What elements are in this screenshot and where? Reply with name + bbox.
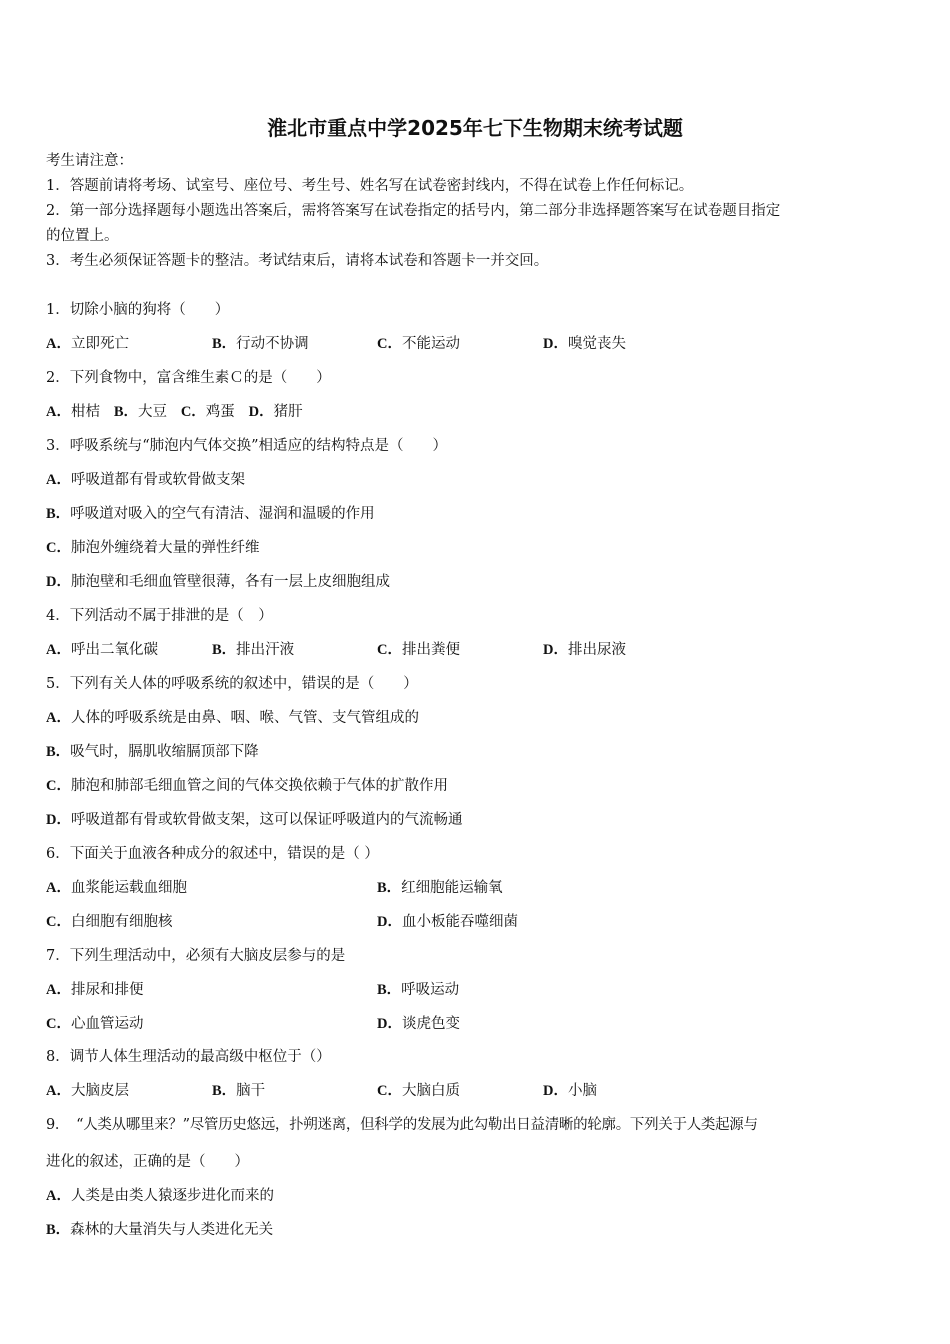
option-text: 排出汗液 (236, 642, 295, 658)
option-text: 不能运动 (401, 336, 460, 352)
option-text: 血小板能吞噬细菌 (401, 914, 518, 930)
question-3-stem: 3．呼吸系统与“肺泡内气体交换”相适应的结构特点是（ ） (46, 438, 448, 454)
option-label: D． (377, 914, 402, 930)
option-label: B． (113, 404, 138, 420)
question-5-option-c (46, 776, 448, 796)
option-label: B． (212, 336, 237, 352)
option-label: B． (377, 982, 402, 998)
option-label: B． (377, 880, 402, 896)
question-9-stem-cont: 进化的叙述，正确的是（ ） (46, 1154, 249, 1170)
option-label: B． (46, 506, 71, 522)
question-8-option-b (212, 1081, 265, 1101)
option-label: A． (46, 404, 71, 420)
option-text: 猪肝 (273, 404, 303, 420)
option-text: 嗅觉丧失 (567, 336, 626, 352)
option-label: D． (543, 336, 568, 352)
option-label: B． (46, 744, 71, 760)
question-6-option-a (46, 878, 187, 898)
option-text: 呼吸道都有骨或软骨做支架，这可以保证呼吸道内的气流畅通 (70, 812, 463, 828)
option-text: 吸气时，膈肌收缩膈顶部下降 (70, 744, 259, 760)
option-text: 排尿和排便 (70, 982, 144, 998)
option-label: A． (46, 710, 71, 726)
question-1-stem: 1．切除小脑的狗将（ ） (46, 302, 230, 318)
option-text: 大豆 (137, 404, 167, 420)
option-text: 肺泡和肺部毛细血管之间的气体交换依赖于气体的扩散作用 (70, 778, 448, 794)
option-text: 排出尿液 (567, 642, 626, 658)
option-text: 心血管运动 (70, 1016, 144, 1032)
option-text: 鸡蛋 (205, 404, 235, 420)
question-6-option-b (377, 878, 503, 898)
notice-item-3: 3．考生必须保证答题卡的整洁。考试结束后，请将本试卷和答题卡一并交回。 (46, 253, 549, 269)
option-label: A． (46, 1188, 71, 1204)
option-label: A． (46, 1083, 71, 1099)
option-label: C． (46, 914, 71, 930)
option-text: 森林的大量消失与人类进化无关 (70, 1222, 274, 1238)
option-label: A． (46, 336, 71, 352)
question-7-option-c (46, 1014, 143, 1034)
question-4-stem: 4．下列活动不属于排泄的是（ ） (46, 608, 273, 624)
question-7-option-b (377, 980, 459, 1000)
option-text: 排出粪便 (401, 642, 460, 658)
question-7-option-a (46, 980, 143, 1000)
option-text: 大脑白质 (401, 1083, 460, 1099)
option-label: C． (46, 778, 71, 794)
question-2-stem: 2．下列食物中，富含维生素Ｃ的是（ ） (46, 370, 331, 386)
question-5-stem: 5．下列有关人体的呼吸系统的叙述中，错误的是（ ） (46, 676, 418, 692)
question-7-stem: 7．下列生理活动中，必须有大脑皮层参与的是 (46, 948, 346, 964)
option-text: 大脑皮层 (70, 1083, 129, 1099)
option-label: A． (46, 982, 71, 998)
notice-heading: 考生请注意： (46, 153, 133, 169)
option-text: 立即死亡 (70, 336, 129, 352)
option-label: B． (212, 1083, 237, 1099)
question-4-option-d (543, 640, 626, 660)
option-label: C． (377, 1083, 402, 1099)
option-text: 红细胞能运输氧 (401, 880, 503, 896)
question-1-option-c (377, 334, 460, 354)
page-title: 淮北市重点中学2025年七下生物期末统考试题 (267, 116, 683, 140)
question-8-stem: 8．调节人体生理活动的最高级中枢位于（） (46, 1049, 331, 1065)
option-text: 小脑 (567, 1083, 597, 1099)
question-3-option-c (46, 538, 259, 558)
question-4-option-b (212, 640, 294, 660)
option-text: 肺泡壁和毛细血管壁很薄，各有一层上皮细胞组成 (70, 574, 390, 590)
option-text: 白细胞有细胞核 (70, 914, 173, 930)
option-text: 人体的呼吸系统是由鼻、咽、喉、气管、支气管组成的 (70, 710, 419, 726)
option-text: 呼吸道对吸入的空气有清洁、湿润和温暖的作用 (70, 506, 375, 522)
option-label: D． (248, 404, 274, 420)
option-label: D． (46, 812, 71, 828)
question-5-option-d (46, 810, 462, 830)
notice-item-1: 1．答题前请将考场、试室号、座位号、考生号、姓名写在试卷密封线内，不得在试卷上作任何标记。 (46, 178, 694, 194)
option-label: A． (46, 880, 71, 896)
question-6-option-c (46, 912, 172, 932)
option-label: D． (543, 1083, 568, 1099)
question-2-options (46, 402, 303, 422)
question-8-option-d (543, 1081, 597, 1101)
question-9-option-b (46, 1220, 273, 1240)
option-label: C． (377, 642, 402, 658)
option-label: A． (46, 642, 71, 658)
option-label: C． (46, 1016, 71, 1032)
option-label: C． (180, 404, 206, 420)
option-text: 血浆能运载血细胞 (70, 880, 187, 896)
option-text: 行动不协调 (236, 336, 309, 352)
question-4-option-c (377, 640, 460, 660)
question-6-stem: 6．下面关于血液各种成分的叙述中，错误的是（ ） (46, 846, 379, 862)
question-9-stem: 9． “人类从哪里来？”尽管历史悠远，扑朔迷离，但科学的发展为此勾勒出日益清晰的轮廓。下列关于人类起源与 (46, 1117, 758, 1133)
question-5-option-b (46, 742, 259, 762)
option-text: 谈虎色变 (401, 1016, 460, 1032)
question-1-option-b (212, 334, 309, 354)
question-3-option-a (46, 470, 245, 490)
option-text: 呼吸运动 (401, 982, 460, 998)
option-text: 呼吸道都有骨或软骨做支架 (70, 472, 245, 488)
question-1-option-d (543, 334, 626, 354)
question-5-option-a (46, 708, 419, 728)
notice-item-2-cont: 的位置上。 (46, 228, 119, 244)
question-3-option-d (46, 572, 390, 592)
question-7-option-d (377, 1014, 460, 1034)
option-text: 呼出二氧化碳 (70, 642, 158, 658)
option-label: C． (46, 540, 71, 556)
option-label: B． (212, 642, 237, 658)
option-text: 脑干 (236, 1083, 266, 1099)
question-1-option-a (46, 334, 129, 354)
option-label: B． (46, 1222, 71, 1238)
option-text: 柑桔 (70, 404, 100, 420)
option-label: D． (377, 1016, 402, 1032)
question-9-option-a (46, 1186, 274, 1206)
question-4-option-a (46, 640, 158, 660)
question-3-option-b (46, 504, 375, 524)
question-8-option-a (46, 1081, 129, 1101)
notice-item-2: 2．第一部分选择题每小题选出答案后，需将答案写在试卷指定的括号内，第二部分非选择题答案写在试卷题目指定 (46, 203, 781, 219)
option-text: 人类是由类人猿逐步进化而来的 (70, 1188, 274, 1204)
option-label: A． (46, 472, 71, 488)
question-6-option-d (377, 912, 518, 932)
option-text: 肺泡外缠绕着大量的弹性纤维 (70, 540, 260, 556)
option-label: D． (46, 574, 71, 590)
option-label: D． (543, 642, 568, 658)
question-8-option-c (377, 1081, 460, 1101)
option-label: C． (377, 336, 402, 352)
